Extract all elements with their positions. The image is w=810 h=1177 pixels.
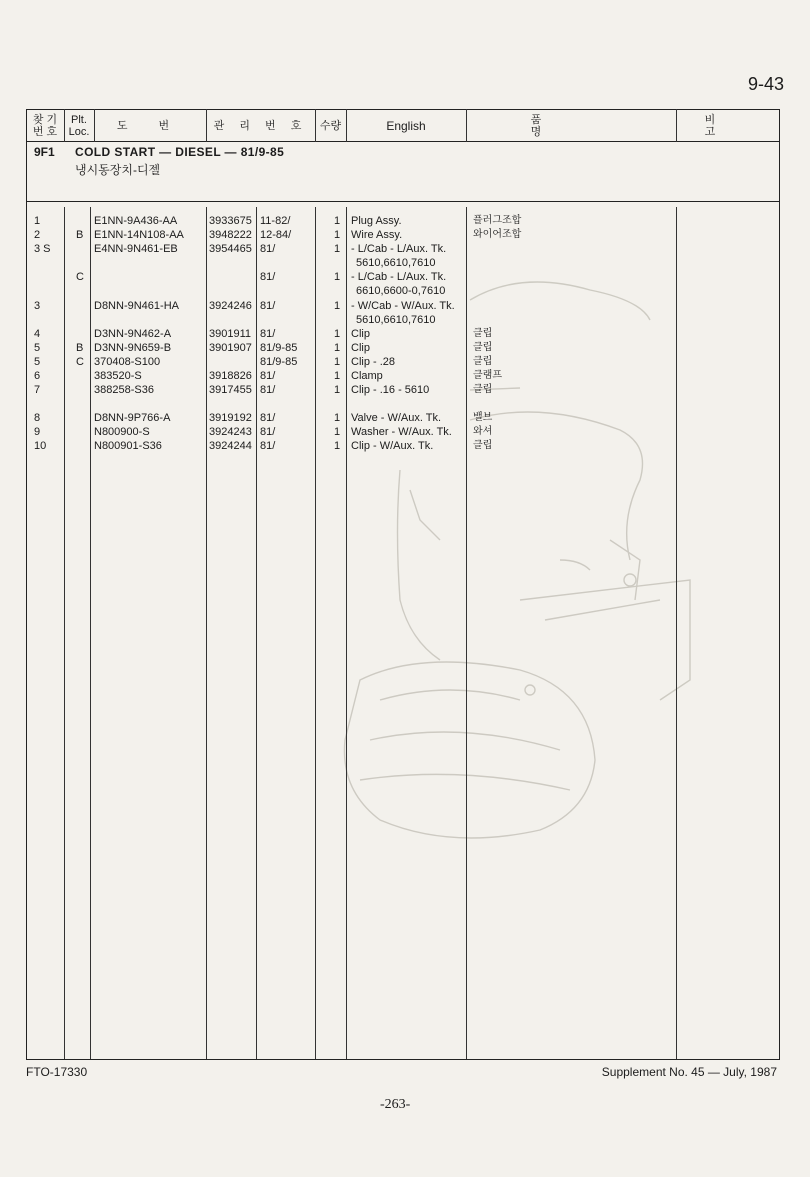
cell-mgmt-no: 3933675 bbox=[209, 215, 252, 227]
cell-qty: 1 bbox=[334, 384, 341, 396]
cell-qty: 1 bbox=[334, 229, 341, 241]
table-row bbox=[0, 411, 810, 425]
cell-mgmt-no: 3948222 bbox=[209, 229, 252, 241]
cell-date: 81/ bbox=[260, 440, 276, 452]
cell-date: 81/ bbox=[260, 271, 276, 283]
header-remarks: 비 고 bbox=[704, 113, 752, 138]
cell-mgmt-no: 3919192 bbox=[209, 412, 252, 424]
cell-part-no: 388258-S36 bbox=[94, 384, 154, 396]
cell-key-no: 10 bbox=[34, 440, 47, 452]
cell-date: 81/ bbox=[260, 300, 276, 312]
cell-mgmt-no: 3954465 bbox=[209, 243, 252, 255]
header-part-no: 도 번 bbox=[116, 119, 184, 132]
cell-date: 11-82/ bbox=[260, 215, 291, 227]
header-key-no: 찾 기 번 호 bbox=[32, 113, 58, 138]
cell-qty: 1 bbox=[334, 215, 341, 227]
header-qty: 수량 bbox=[319, 119, 342, 132]
cell-part-no: D8NN-9P766-A bbox=[94, 412, 171, 424]
cell-english: Washer - W/Aux. Tk. bbox=[351, 426, 452, 438]
cell-mgmt-no: 3917455 bbox=[209, 384, 252, 396]
cell-english: Clip bbox=[351, 328, 370, 340]
cell-plt-loc: C bbox=[76, 356, 84, 368]
cell-mgmt-no: 3918826 bbox=[209, 370, 252, 382]
cell-qty: 1 bbox=[334, 271, 341, 283]
page-number: 9-43 bbox=[748, 74, 785, 94]
cell-date: 81/ bbox=[260, 412, 276, 424]
cell-english: - W/Cab - W/Aux. Tk. bbox=[351, 300, 455, 312]
col-divider bbox=[64, 109, 65, 142]
table-row bbox=[0, 256, 810, 270]
cell-qty: 1 bbox=[334, 243, 341, 255]
table-row bbox=[0, 369, 810, 383]
cell-english: Clip - .16 - 5610 bbox=[351, 384, 430, 396]
footer-supplement: Supplement No. 45 — July, 1987 bbox=[601, 1065, 777, 1079]
col-divider bbox=[94, 109, 95, 142]
header-mgmt-no: 관 리 번 호 bbox=[213, 119, 308, 132]
cell-part-no: D3NN-9N659-B bbox=[94, 342, 172, 354]
cell-korean: 밸브 bbox=[473, 412, 493, 423]
table-row bbox=[0, 327, 810, 341]
cell-english: - L/Cab - L/Aux. Tk. bbox=[351, 243, 447, 255]
cell-qty: 1 bbox=[334, 440, 341, 452]
cell-qty: 1 bbox=[334, 426, 341, 438]
table-row bbox=[0, 439, 810, 453]
cell-english: Clamp bbox=[351, 370, 383, 382]
cell-korean: 플러그조합 bbox=[473, 215, 522, 226]
cell-date: 81/ bbox=[260, 328, 276, 340]
cell-plt-loc: B bbox=[76, 229, 84, 241]
cell-key-no: 4 bbox=[34, 328, 41, 340]
col-divider bbox=[466, 109, 467, 142]
cell-part-no: D8NN-9N461-HA bbox=[94, 300, 179, 312]
cell-part-no: E1NN-9A436-AA bbox=[94, 215, 178, 227]
cell-mgmt-no: 3901911 bbox=[209, 328, 252, 340]
section-subtitle: 냉시동장치-디젤 bbox=[75, 163, 161, 177]
cell-key-no: 3 bbox=[34, 300, 41, 312]
col-divider bbox=[206, 109, 207, 142]
cell-english: 5610,6610,7610 bbox=[356, 314, 436, 326]
header-plt-loc: Plt. Loc. bbox=[68, 113, 90, 138]
cell-key-no: 9 bbox=[34, 426, 41, 438]
table-row bbox=[0, 299, 810, 313]
cell-qty: 1 bbox=[334, 328, 341, 340]
cell-part-no: D3NN-9N462-A bbox=[94, 328, 172, 340]
table-row bbox=[0, 284, 810, 298]
cell-english: - L/Cab - L/Aux. Tk. bbox=[351, 271, 447, 283]
cell-plt-loc: C bbox=[76, 271, 84, 283]
cell-qty: 1 bbox=[334, 370, 341, 382]
table-row bbox=[0, 383, 810, 397]
table-row bbox=[0, 425, 810, 439]
cell-english: Clip bbox=[351, 342, 370, 354]
cell-english: Wire Assy. bbox=[351, 229, 403, 241]
cell-english: Plug Assy. bbox=[351, 215, 402, 227]
footer-page-number: -263- bbox=[380, 1097, 411, 1112]
table-row bbox=[0, 242, 810, 256]
cell-key-no: 6 bbox=[34, 370, 41, 382]
cell-part-no: E4NN-9N461-EB bbox=[94, 243, 178, 255]
cell-part-no: 383520-S bbox=[94, 370, 142, 382]
cell-date: 81/ bbox=[260, 426, 276, 438]
section-code: 9F1 bbox=[34, 145, 55, 159]
cell-english: 6610,6600-0,7610 bbox=[356, 285, 446, 297]
table-row bbox=[0, 355, 810, 369]
cell-qty: 1 bbox=[334, 300, 341, 312]
cell-mgmt-no: 3924243 bbox=[209, 426, 252, 438]
table-row bbox=[0, 214, 810, 228]
footer-document-code: FTO-17330 bbox=[26, 1065, 88, 1079]
cell-korean: 클립 bbox=[473, 342, 493, 353]
cell-date: 81/ bbox=[260, 370, 276, 382]
table-row bbox=[0, 228, 810, 242]
cell-english: Clip - W/Aux. Tk. bbox=[351, 440, 434, 452]
cell-part-no: N800900-S bbox=[94, 426, 150, 438]
cell-date: 12-84/ bbox=[260, 229, 292, 241]
table-row bbox=[0, 341, 810, 355]
cell-korean: 클립 bbox=[473, 384, 493, 395]
cell-english: 5610,6610,7610 bbox=[356, 257, 436, 269]
cell-korean: 클립 bbox=[473, 328, 493, 339]
cell-key-no: 3 S bbox=[34, 243, 51, 255]
header-english: English bbox=[386, 118, 426, 133]
cell-key-no: 5 bbox=[34, 356, 41, 368]
cell-part-no: E1NN-14N108-AA bbox=[94, 229, 184, 241]
section-title: COLD START — DIESEL — 81/9-85 bbox=[75, 145, 285, 159]
cell-mgmt-no: 3924244 bbox=[209, 440, 252, 452]
cell-date: 81/ bbox=[260, 243, 276, 255]
cell-key-no: 2 bbox=[34, 229, 41, 241]
header-korean: 품 명 bbox=[530, 113, 612, 138]
cell-qty: 1 bbox=[334, 342, 341, 354]
cell-korean: 클립 bbox=[473, 356, 493, 367]
table-header bbox=[26, 109, 780, 142]
cell-key-no: 5 bbox=[34, 342, 41, 354]
cell-mgmt-no: 3901907 bbox=[209, 342, 252, 354]
cell-english: Clip - .28 bbox=[351, 356, 396, 368]
cell-key-no: 8 bbox=[34, 412, 41, 424]
col-divider bbox=[315, 109, 316, 142]
cell-mgmt-no: 3924246 bbox=[209, 300, 252, 312]
table-row bbox=[0, 313, 810, 327]
col-divider bbox=[676, 109, 677, 142]
cell-qty: 1 bbox=[334, 356, 341, 368]
cell-korean: 와이어조합 bbox=[473, 229, 522, 240]
cell-korean: 클립 bbox=[473, 440, 493, 451]
cell-date: 81/9-85 bbox=[260, 342, 298, 354]
cell-qty: 1 bbox=[334, 412, 341, 424]
table-row bbox=[0, 270, 810, 284]
cell-key-no: 7 bbox=[34, 384, 41, 396]
col-divider bbox=[346, 109, 347, 142]
cell-plt-loc: B bbox=[76, 342, 84, 354]
cell-date: 81/9-85 bbox=[260, 356, 298, 368]
cell-key-no: 1 bbox=[34, 215, 41, 227]
cell-korean: 클램프 bbox=[473, 370, 502, 381]
cell-korean: 와셔 bbox=[473, 426, 493, 437]
cell-date: 81/ bbox=[260, 384, 276, 396]
cell-english: Valve - W/Aux. Tk. bbox=[351, 412, 442, 424]
cell-part-no: 370408-S100 bbox=[94, 356, 161, 368]
cell-part-no: N800901-S36 bbox=[94, 440, 162, 452]
